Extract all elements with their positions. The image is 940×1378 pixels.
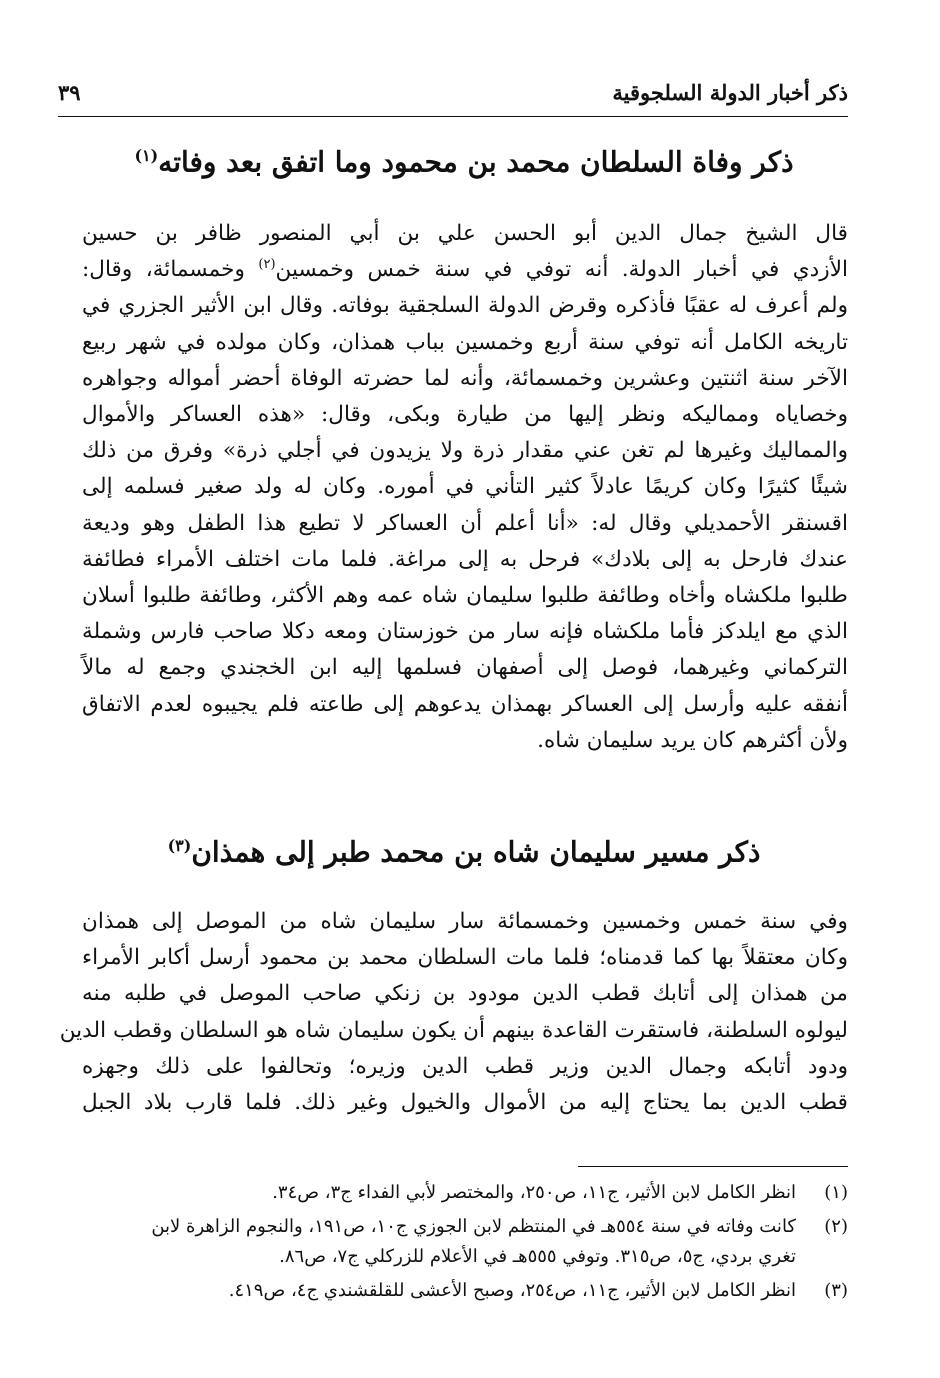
text-segment: وخمسمائة، وقال:	[82, 257, 245, 283]
footnote-ref-1[interactable]: (١)	[134, 146, 159, 165]
text-line: من همذان إلى أتابك قطب الدين مودود بن زنكي صاحب الموصل في طلبه منه	[82, 981, 848, 1007]
text-line: والمماليك وغيرها لم تغن عني مقدار ذرة ولا يزيدون في أجلي ذرة» وفرق من ذلك	[82, 438, 848, 464]
text-line: وكان معتقلاً بها كما قدمناه؛ فلما مات السلطان محمد بن محمود أرسل أكابر الأمراء	[82, 945, 848, 971]
section-heading-1	[80, 136, 848, 182]
section-heading-2	[80, 826, 848, 872]
text-line: قطب الدين بما يحتاج إليه من الأموال والخيول وغير ذلك. فلما قارب بلاد الجبل	[82, 1090, 848, 1116]
text-segment: الأزدي في أخبار الدولة. أنه توفي في سنة خمس وخمسين	[275, 257, 849, 283]
text-line: وخصاياه ومماليكه ونظر إليها من طيارة وبكى، وقال: «هذه العساكر والأموال	[82, 402, 848, 428]
text-line: عندك فارحل به إلى بلادك» فرحل به إلى مراغة. فلما مات اختلف الأمراء فطائفة	[82, 546, 848, 572]
text-line: اقسنقر الأحمديلي وقال له: «أنا أعلم أن العساكر لا تطيع هذا الطفل وهو وديعة	[82, 510, 848, 536]
text-line: تاريخه الكامل أنه توفي سنة أربع وخمسين بباب همذان، وكان مولده في شهر ربيع	[82, 329, 848, 355]
running-head	[58, 78, 848, 108]
text-line: التركماني وغيرهما، فوصل إلى أصفهان فسلمها إليه ابن الخجندي وجمع له مالاً	[82, 655, 848, 681]
text-line: طلبوا ملكشاه وأخاه وطائفة طلبوا سليمان شاه عمه وهم الأكثر، وطائفة طلبوا أسلان	[82, 583, 848, 609]
footnotes	[88, 1178, 848, 1310]
footnote-ref-3[interactable]: (٣)	[167, 836, 192, 855]
footnote-rule	[578, 1166, 848, 1167]
footnote-number: (٢)	[824, 1216, 848, 1237]
section-title-2: ذكر مسير سليمان شاه بن محمد طبر إلى همذان	[191, 835, 761, 869]
footnote-3	[88, 1276, 848, 1306]
paragraph-2	[59, 904, 848, 1121]
header-rule	[58, 116, 848, 117]
text-line: ولأن أكثرهم كان يريد سليمان شاه.	[537, 727, 848, 753]
page-number: ٣٩	[58, 80, 81, 105]
paragraph-1	[82, 216, 848, 759]
section-title-1: ذكر وفاة السلطان محمد بن محمود وما اتفق بعد وفاته	[158, 145, 794, 179]
text-line: وفي سنة خمس وخمسين وخمسمائة سار سليمان شاه من الموصل إلى همذان	[82, 909, 848, 934]
text-line: ودود أتابكه وجمال الدين وزير قطب الدين وزيره؛ وتحالفوا على ذلك وجهزه	[82, 1053, 848, 1079]
footnote-line: كانت وفاته في سنة ٥٥٤هـ في المنتظم لابن الجوزي ج١٠، ص١٩١، والنجوم الزاهرة لابن	[151, 1216, 796, 1237]
footnote-line: انظر الكامل لابن الأثير، ج١١، ص٢٥٠، والمختصر لأبي الفداء ج٣، ص٣٤.	[272, 1182, 796, 1203]
text-line: شيئًا كثيرًا وكان كريمًا عادلاً كثير التأني في أموره. وكان له ولد صغير فسلمه إلى	[82, 474, 848, 500]
text-line: أنفقه عليه وأرسل إلى العساكر بهمذان يدعوهم إلى طاعته فلم يجيبوه لعدم الاتفاق	[82, 691, 848, 717]
footnote-number: (١)	[824, 1182, 848, 1203]
text-line: قال الشيخ جمال الدين أبو الحسن علي بن أبي المنصور ظافر بن حسين	[82, 221, 848, 246]
text-line: الآخر سنة اثنتين وعشرين وخمسمائة، وأنه لما حضرته الوفاة أحضر أمواله وجواهره	[82, 365, 848, 391]
footnote-text	[88, 1276, 796, 1306]
footnote-ref-2[interactable]: (٢)	[258, 257, 276, 273]
text-line: ليولوه السلطنة، فاستقرت القاعدة بينهم أن يكون سليمان شاه هو السلطان وقطب الدين	[59, 1017, 848, 1043]
text-line: الذي مع ايلدكز فأما ملكشاه فإنه سار من خوزستان ومعه دكلا صاحب فارس وشملة	[82, 619, 848, 645]
footnote-line: انظر الكامل لابن الأثير، ج١١، ص٢٥٤، وصبح الأعشى للقلقشندي ج٤، ص٤١٩.	[228, 1280, 796, 1301]
footnote-text	[88, 1178, 796, 1208]
running-title: ذكر أخبار الدولة السلجوقية	[612, 80, 848, 105]
footnote-2	[88, 1212, 848, 1272]
footnote-text	[88, 1212, 796, 1272]
text-line	[82, 252, 848, 288]
text-line: ولم أعرف له عقبًا فأذكره وقرض الدولة السلجقية بوفاته. وقال ابن الأثير الجزري في	[82, 293, 848, 319]
footnote-line: تغري بردي، ج٥، ص٣١٥. وتوفي ٥٥٥هـ في الأعلام للزركلي ج٧، ص٨٦.	[279, 1246, 796, 1267]
footnote-number: (٣)	[824, 1280, 848, 1301]
footnote-1	[88, 1178, 848, 1208]
